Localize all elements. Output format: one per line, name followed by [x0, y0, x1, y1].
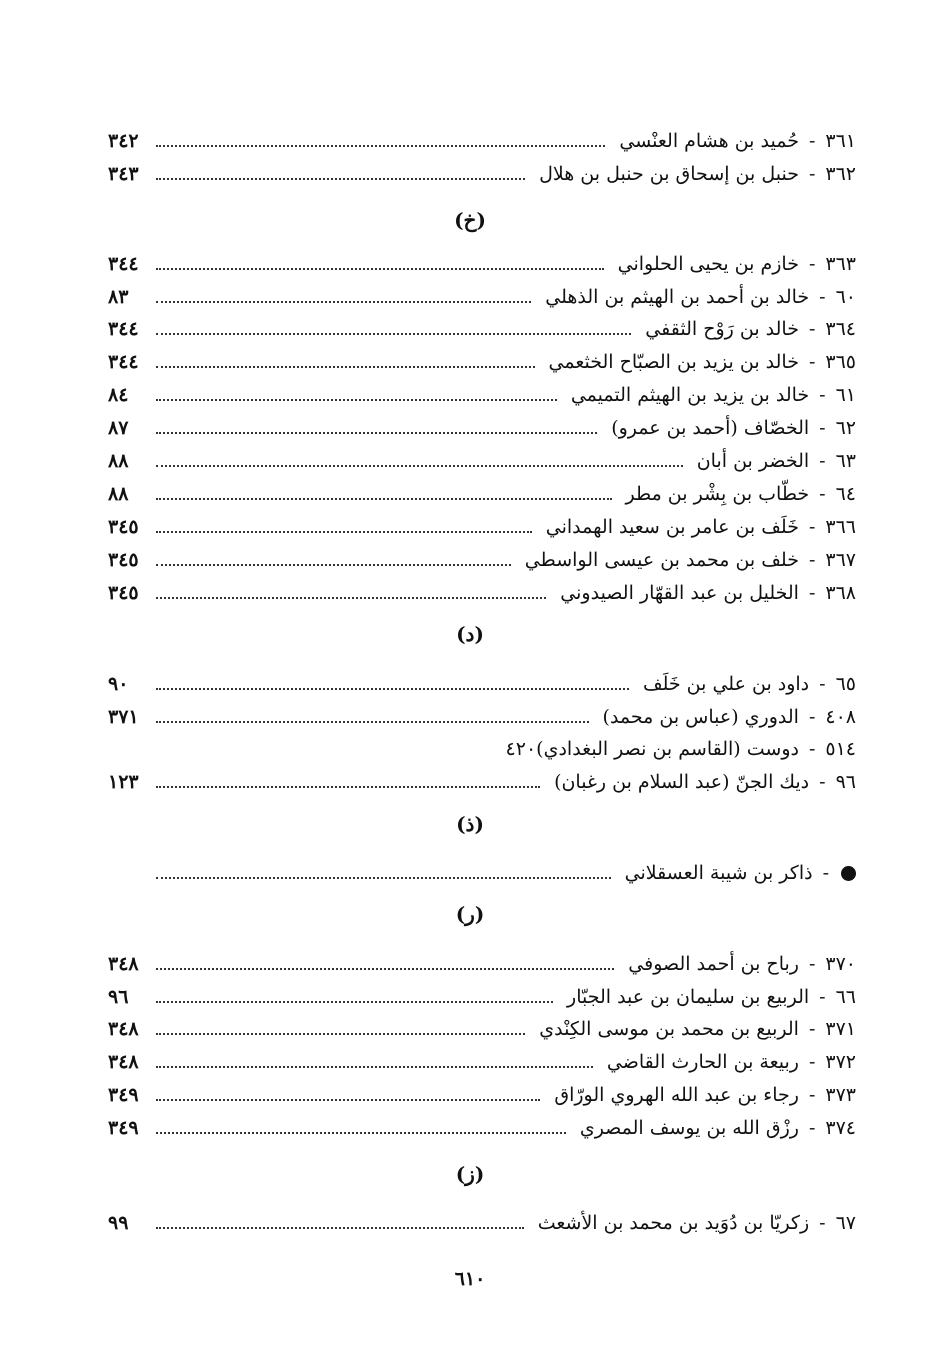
- entry-number: ٣٦٨: [825, 582, 856, 604]
- entry-number: ٦٠: [835, 286, 856, 308]
- leader-dots: [156, 1099, 540, 1101]
- entry-dash: -: [808, 253, 816, 275]
- entry-name: حُميد بن هشام العنْسي: [619, 130, 799, 152]
- entry-dash: -: [808, 318, 816, 340]
- entry-dash: -: [819, 483, 826, 505]
- index-entry: [108, 1112, 856, 1144]
- entry-page: ٣٤٣: [108, 163, 139, 185]
- entry-name: خازم بن يحيى الحلواني: [617, 253, 799, 275]
- entry-number: ٣٦٢: [825, 163, 856, 185]
- index-entry: [108, 733, 856, 765]
- entry-dash: -: [819, 417, 826, 439]
- entry-name: رجاء بن عبد الله الهروي الورّاق: [554, 1084, 799, 1106]
- entry-name: الخليل بن عبد القهّار الصيدوني: [560, 582, 799, 604]
- index-entry: [108, 346, 856, 378]
- entry-page: ٣٤٥: [108, 582, 139, 604]
- leader-dots: [156, 301, 531, 303]
- index-entry: [108, 948, 856, 980]
- entry-name: ربيعة بن الحارث القاضي: [606, 1051, 799, 1073]
- entry-name: الدوري (عباس بن محمد): [602, 706, 799, 728]
- entry-number: ٦١: [835, 384, 856, 406]
- entry-name: رباح بن أحمد الصوفي: [628, 953, 799, 975]
- entry-dash: -: [819, 450, 826, 472]
- bullet-icon: [841, 866, 856, 881]
- entry-page: ٨٨: [108, 450, 129, 472]
- entry-page: ١٢٣: [108, 771, 139, 793]
- entry-number: ٣٧٠: [825, 953, 856, 975]
- entry-name: الربيع بن محمد بن موسى الكِنْدي: [539, 1018, 799, 1040]
- entry-name: خَلَف بن عامر بن سعيد الهمداني: [545, 516, 799, 538]
- entry-page: ٣٤٢: [108, 130, 139, 152]
- index-entry: [108, 412, 856, 444]
- entry-page: ٣٤٨: [108, 1018, 139, 1040]
- leader-dots: [156, 786, 540, 788]
- entry-name: خالد بن يزيد بن الصبّاح الخثعمي: [548, 351, 799, 373]
- index-entry: [108, 511, 856, 543]
- entry-dash: -: [808, 953, 816, 975]
- entry-dash: -: [819, 286, 826, 308]
- entry-number: ٦٥: [835, 673, 856, 695]
- entry-name: زكريّا بن دُوَيد بن محمد بن الأشعث: [537, 1212, 810, 1234]
- entry-page: ٣٤٤: [108, 318, 139, 340]
- entry-number: ٣٦١: [825, 130, 856, 152]
- entry-dash: -: [808, 1084, 816, 1106]
- entry-dash: -: [808, 582, 816, 604]
- entry-number: ٦٤: [835, 483, 856, 505]
- entry-page: ٣٤٥: [108, 549, 139, 571]
- entry-dash: -: [819, 986, 826, 1008]
- index-entry: [108, 1207, 856, 1239]
- entry-dash: -: [808, 516, 816, 538]
- index-entry: [108, 701, 856, 733]
- leader-dots: [156, 877, 611, 879]
- entry-number: ٥١٤: [825, 738, 856, 760]
- entry-number: ٦٣: [835, 450, 856, 472]
- entry-number: ٣٧٤: [825, 1117, 856, 1139]
- entry-number: ٣٧١: [825, 1018, 856, 1040]
- leader-dots: [156, 1132, 566, 1134]
- entry-name: رزْق الله بن يوسف المصري: [579, 1117, 799, 1139]
- entry-dash: -: [819, 673, 826, 695]
- leader-dots: [156, 1066, 593, 1068]
- leader-dots: [156, 1227, 524, 1229]
- leader-dots: [156, 564, 511, 566]
- entry-dash: -: [819, 384, 826, 406]
- index-entry: [108, 1046, 856, 1078]
- index-entry: [108, 158, 856, 190]
- entry-page: ٣٤٨: [108, 953, 139, 975]
- entry-page: ٨٨: [108, 483, 129, 505]
- leader-dots: [156, 145, 605, 147]
- entry-dash: -: [819, 771, 826, 793]
- entry-dash: -: [808, 1117, 816, 1139]
- leader-dots: [156, 968, 614, 970]
- index-entry: [108, 445, 856, 477]
- entry-dash: -: [808, 130, 816, 152]
- entry-dash: -: [808, 1018, 816, 1040]
- leader-dots: [156, 333, 631, 335]
- index-entry: [108, 478, 856, 510]
- entry-number: ٣٧٢: [825, 1051, 856, 1073]
- entry-page: ٣٤٤: [108, 253, 139, 275]
- section-heading: (د): [456, 622, 484, 646]
- section-heading: (ز): [455, 1162, 485, 1186]
- entry-name: خالد بن رَوْح الثقفي: [645, 318, 799, 340]
- entry-dash: -: [808, 738, 816, 760]
- entry-number: ٣٦٧: [825, 549, 856, 571]
- entry-number: ٣٧٣: [825, 1084, 856, 1106]
- entry-page: ٩٠: [108, 673, 129, 695]
- entry-page: ٣٧١: [108, 706, 139, 728]
- entry-number: ٦٦: [835, 986, 856, 1008]
- entry-page: ٣٤٩: [108, 1117, 139, 1139]
- page-number: ٦١٠: [454, 1268, 486, 1290]
- entry-page: ٩٩: [108, 1212, 129, 1234]
- entry-number: ٣٦٦: [825, 516, 856, 538]
- entry-page: ٨٣: [108, 286, 129, 308]
- entry-dash: -: [808, 549, 816, 571]
- entry-dash: -: [822, 862, 829, 884]
- leader-dots: [156, 498, 612, 500]
- entry-name: دوست (القاسم بن نصر البغدادي)٤٢٠: [505, 738, 799, 760]
- entry-dash: -: [808, 1051, 816, 1073]
- entry-name: الخضر بن أبان: [696, 450, 810, 472]
- index-entry: [108, 981, 856, 1013]
- leader-dots: [156, 1033, 525, 1035]
- entry-dash: -: [819, 1212, 826, 1234]
- entry-page: ٩٦: [108, 986, 129, 1008]
- leader-dots: [156, 721, 589, 723]
- index-entry: [108, 1079, 856, 1111]
- entry-number: ٣٦٥: [825, 351, 856, 373]
- entry-dash: -: [808, 351, 816, 373]
- entry-name: ذاكر بن شيبة العسقلاني: [624, 862, 813, 884]
- entry-page: ٨٤: [108, 384, 129, 406]
- index-entry: [108, 1013, 856, 1045]
- leader-dots: [156, 268, 604, 270]
- entry-number: ٣٦٤: [825, 318, 856, 340]
- index-entry: [108, 668, 856, 700]
- index-entry: [108, 857, 856, 889]
- leader-dots: [156, 597, 546, 599]
- leader-dots: [156, 1001, 553, 1003]
- entry-number: ٦٢: [835, 417, 856, 439]
- index-entry: [108, 766, 856, 798]
- leader-dots: [156, 465, 683, 467]
- leader-dots: [156, 688, 629, 690]
- leader-dots: [156, 531, 532, 533]
- entry-name: الخصّاف (أحمد بن عمرو): [611, 417, 810, 439]
- entry-page: ٣٤٨: [108, 1051, 139, 1073]
- section-heading: (ذ): [456, 812, 484, 836]
- entry-number: ٣٦٣: [825, 253, 856, 275]
- entry-name: خلف بن محمد بن عيسى الواسطي: [524, 549, 799, 571]
- leader-dots: [156, 432, 597, 434]
- entry-name: داود بن علي بن خَلَف: [642, 673, 810, 695]
- leader-dots: [156, 366, 535, 368]
- entry-name: حنبل بن إسحاق بن حنبل بن هلال: [539, 163, 799, 185]
- entry-number: ٦٧: [835, 1212, 856, 1234]
- entry-page: ٣٤٤: [108, 351, 139, 373]
- index-entry: [108, 544, 856, 576]
- entry-page: ٣٤٩: [108, 1084, 139, 1106]
- entry-name: خالد بن يزيد بن الهيثم التميمي: [570, 384, 810, 406]
- leader-dots: [156, 178, 525, 180]
- index-entry: [108, 379, 856, 411]
- entry-name: ديك الجنّ (عبد السلام بن رغبان): [554, 771, 810, 793]
- section-heading: (ر): [455, 902, 485, 926]
- leader-dots: [156, 399, 557, 401]
- index-entry: [108, 281, 856, 313]
- entry-page: ٨٧: [108, 417, 129, 439]
- index-entry: [108, 125, 856, 157]
- entry-dash: -: [808, 706, 816, 728]
- entry-number: ٩٦: [835, 771, 856, 793]
- index-entry: [108, 577, 856, 609]
- entry-page: ٣٤٥: [108, 516, 139, 538]
- index-entry: [108, 313, 856, 345]
- section-heading: (خ): [454, 208, 486, 232]
- entry-name: الربيع بن سليمان بن عبد الجبّار: [567, 986, 810, 1008]
- entry-name: خالد بن أحمد بن الهيثم بن الذهلي: [545, 286, 810, 308]
- index-entry: [108, 248, 856, 280]
- entry-dash: -: [808, 163, 816, 185]
- entry-name: خطّاب بن بِشْر بن مطر: [625, 483, 810, 505]
- entry-number: ٤٠٨: [825, 706, 856, 728]
